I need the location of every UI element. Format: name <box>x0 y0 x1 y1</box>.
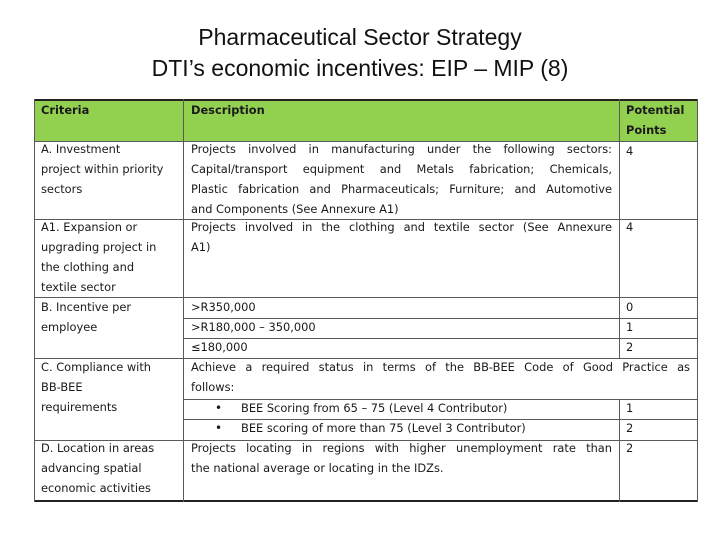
row-c-bullet-1: BEE Scoring from 65 – 75 (Level 4 Contributor) <box>241 401 508 415</box>
row-a1-description: Projects involved in the clothing and textile sector (See Annexure A1) <box>191 220 612 254</box>
row-c-points-2: 2 <box>626 421 634 435</box>
description-header: Description <box>191 103 265 117</box>
row-a-description: Projects involved in manufacturing under the following sectors: Capital/transport equipment and Metals fabrication; Chemicals, Plastic fabrication and Pharmaceuticals; Furniture; and Automotive and Components (See Annexure A1) <box>191 142 612 216</box>
row-a1-criteria: A1. Expansion or upgrading project in the clothing and textile sector <box>41 220 157 294</box>
title-line-1: Pharmaceutical Sector Strategy <box>198 24 522 50</box>
table-header-row <box>34 99 698 141</box>
bullet-icon: • <box>215 401 223 415</box>
row-b-description-2: >R180,000 – 350,000 <box>191 320 316 334</box>
criteria-header: Criteria <box>41 103 90 117</box>
slide-title <box>0 22 720 84</box>
row-b-points-2: 1 <box>626 320 634 334</box>
row-b-points-1: 0 <box>626 300 634 314</box>
row-c-description: Achieve a required status in terms of the BB-BEE Code of Good Practice as follows: <box>191 360 690 394</box>
row-d-description: Projects locating in regions with higher unemployment rate than the national average or locating in the IDZs. <box>191 441 612 475</box>
row-a-criteria: A. Investment project within priority sectors <box>41 142 164 196</box>
row-c-points-1: 1 <box>626 401 634 415</box>
row-b-points-3: 2 <box>626 340 634 354</box>
title-line-2: DTI’s economic incentives: EIP – MIP (8) <box>151 55 569 81</box>
row-b-criteria: B. Incentive per employee <box>41 300 132 334</box>
row-d-points: 2 <box>626 441 634 455</box>
potential-points-header: Potential Points <box>626 103 685 137</box>
row-c-criteria: C. Compliance with BB-BEE requirements <box>41 360 152 414</box>
row-d-criteria: D. Location in areas advancing spatial economic activities <box>41 441 155 495</box>
bullet-icon: • <box>215 421 223 435</box>
row-a1-points: 4 <box>626 220 634 234</box>
row-b-description-3: ≤180,000 <box>191 340 248 354</box>
incentive-criteria-table <box>34 99 698 502</box>
row-b-description-1: >R350,000 <box>191 300 256 314</box>
row-c-bullet-2: BEE scoring of more than 75 (Level 3 Contributor) <box>241 421 526 435</box>
row-a-points: 4 <box>626 144 634 158</box>
